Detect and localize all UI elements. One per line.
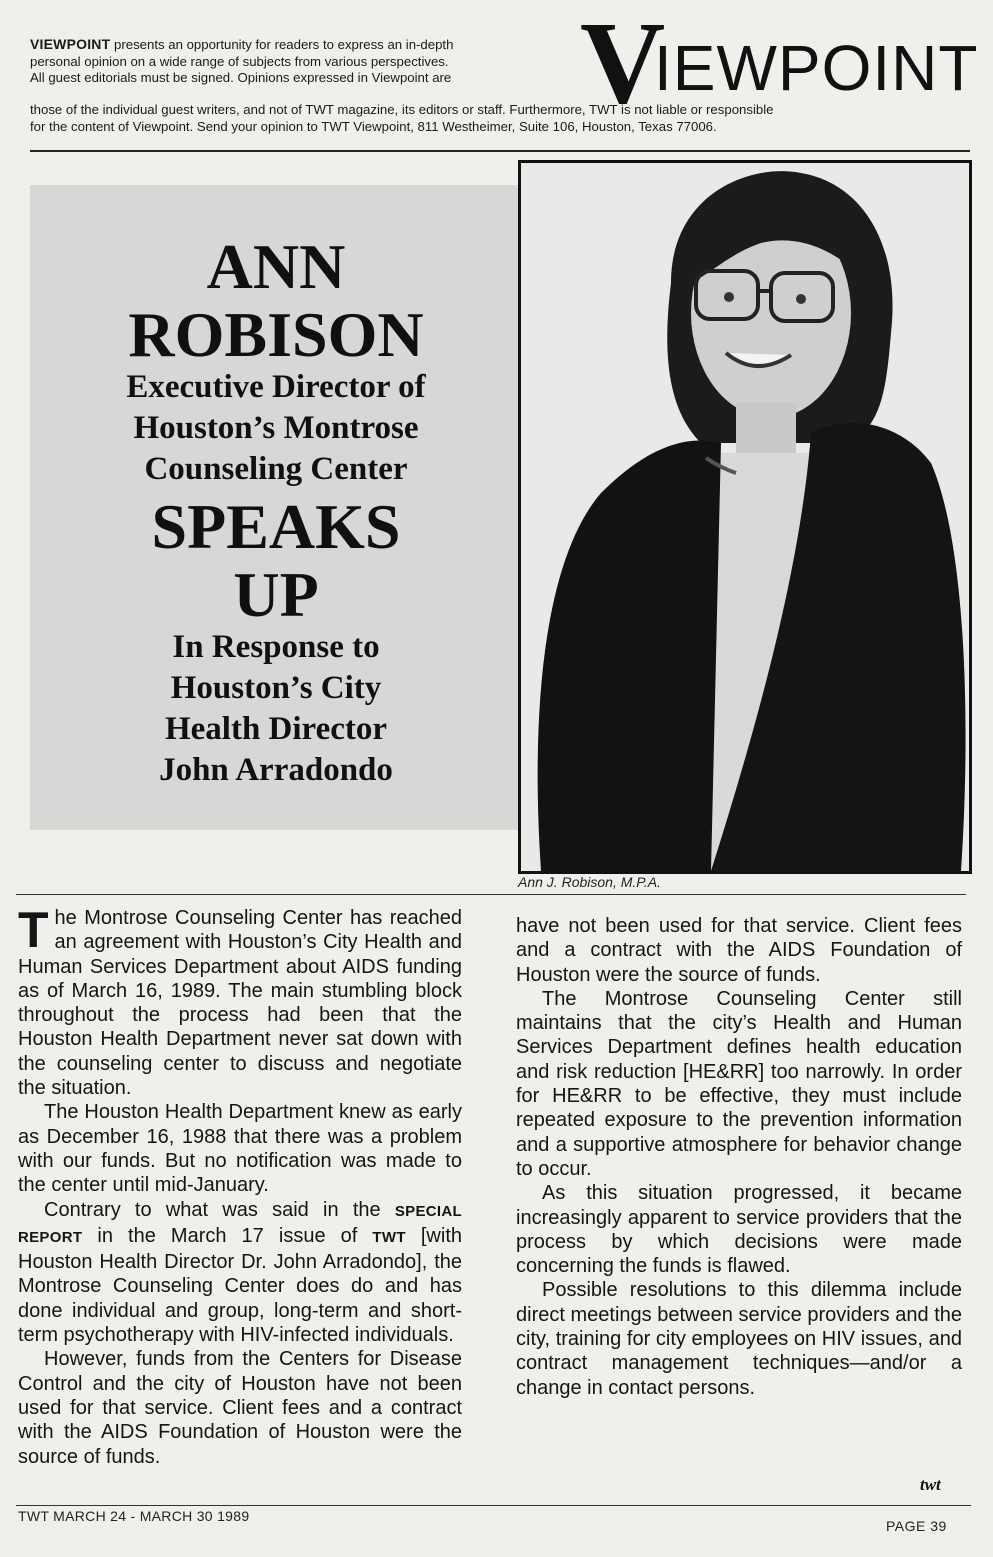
intro-line: personal opinion on a wide range of subjects from various perspectives. — [30, 53, 449, 69]
headline-name-first: ANN — [206, 231, 346, 302]
article-paragraph: However, funds from the Centers for Disease Control and the city of Houston have not been used for that service. Client fees and a contract with the AIDS Foundation of Houston were the source of funds. — [18, 1348, 462, 1468]
portrait-illustration — [521, 163, 969, 871]
portrait-photo — [518, 160, 972, 874]
headline-speaks: SPEAKS — [151, 491, 401, 562]
viewpoint-intro — [30, 36, 590, 87]
article-paragraph — [18, 1198, 462, 1348]
footer-divider — [16, 1505, 971, 1506]
viewpoint-logo: IEWPOINT — [654, 32, 979, 104]
article-paragraph: The Montrose Counseling Center still maintains that the city’s Health and Human Services Department defines health education and risk reduction [HE&RR] too narrowly. In order for HE&RR to be effective, they must include repeated exposure to the prevention information and a supportive atmosphere for behavior change to occur. — [516, 987, 962, 1180]
viewpoint-intro-continued — [30, 102, 980, 135]
viewpoint-logo-initial: V — [580, 0, 666, 128]
headline-title-line: Counseling Center — [144, 451, 408, 487]
header-divider — [30, 150, 970, 152]
article-column-right — [516, 914, 962, 1400]
drop-cap: T — [18, 902, 49, 958]
photo-caption: Ann J. Robison, M.P.A. — [518, 874, 661, 890]
section-divider — [16, 894, 966, 895]
article-paragraph — [18, 902, 462, 1100]
paragraph-text: in the March 17 issue of — [82, 1224, 373, 1247]
intro-line: for the content of Viewpoint. Send your opinion to TWT Viewpoint, 811 Westheimer, Suite 106, Houston, Texas 77006. — [30, 118, 717, 134]
article-paragraph: As this situation progressed, it became increasingly apparent to service providers that the process by which decisions were made concerning the funds is flawed. — [516, 1182, 962, 1278]
headline-response-line: Houston’s City — [170, 670, 382, 706]
intro-line: presents an opportunity for readers to express an in-depth — [110, 37, 454, 52]
headline-response-line: John Arradondo — [159, 752, 393, 788]
intro-line: All guest editorials must be signed. Opinions expressed in Viewpoint are — [30, 70, 452, 86]
article-column-left — [18, 902, 462, 1468]
headline-title-line: Houston’s Montrose — [133, 410, 419, 446]
article-paragraph: Possible resolutions to this dilemma include direct meetings between service providers and the city, training for city employees on HIV issues, and contract management techniques—and/or a change in contact persons. — [516, 1279, 962, 1399]
twt-label: TWT — [372, 1228, 406, 1246]
intro-lead: VIEWPOINT — [30, 36, 111, 52]
issue-date: TWT MARCH 24 - MARCH 30 1989 — [18, 1508, 250, 1524]
special-report-label: SPECIAL REPORT — [18, 1202, 462, 1246]
intro-line: those of the individual guest writers, and not of TWT magazine, its editors or staff. Furthermore, TWT is not liable or responsible — [30, 102, 774, 117]
headline-up: UP — [233, 559, 319, 630]
page-number: PAGE 39 — [886, 1518, 947, 1534]
paragraph-text: Contrary to what was said in the — [44, 1198, 395, 1221]
paragraph-text: [with Houston Health Director Dr. John Arradondo], the Montrose Counseling Center does do and has done individual and group, long-term and short-term psychotherapy with HIV-infected individuals. — [18, 1224, 462, 1347]
article-paragraph: The Houston Health Department knew as early as December 16, 1988 that there was a problem with our funds. But no notification was made to the center until mid-January. — [18, 1101, 462, 1197]
headline-response-line: In Response to — [172, 629, 380, 665]
headline-response-line: Health Director — [164, 711, 388, 747]
headline-name-last: ROBISON — [128, 299, 424, 370]
headline-title-line: Executive Director of — [126, 369, 426, 405]
twt-end-mark: twt — [920, 1475, 941, 1494]
paragraph-text: he Montrose Counseling Center has reached an agreement with Houston’s City Health and Human Services Department about AIDS funding as of March 16, 1989. The main stumbling block throughout the process had been that the Houston Health Department never sat down with the counseling center to discuss and negotiate the situation. — [18, 907, 462, 1100]
article-paragraph-continued: have not been used for that service. Client fees and a contract with the AIDS Foundation of Houston were the source of funds. — [516, 915, 962, 986]
